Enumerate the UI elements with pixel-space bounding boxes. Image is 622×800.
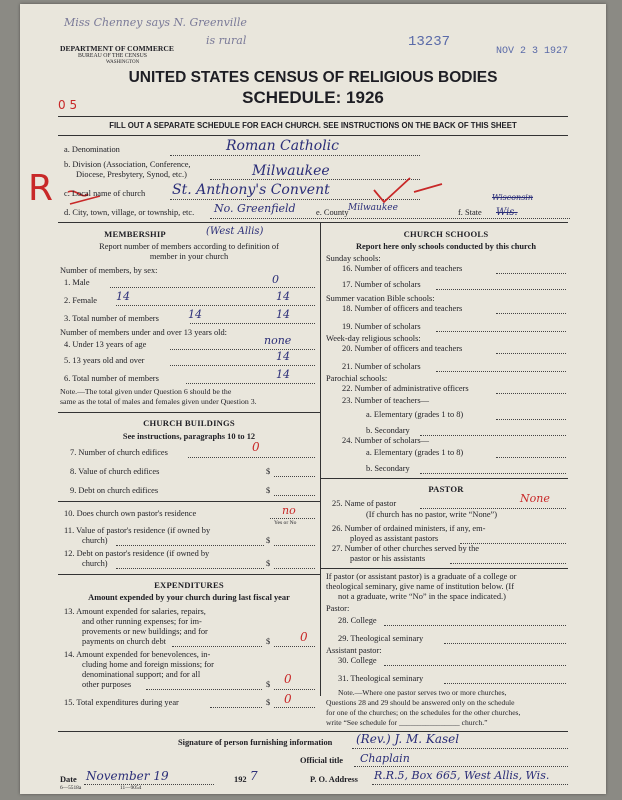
rule	[320, 478, 568, 479]
denomination-value: Roman Catholic	[226, 138, 339, 154]
q10-value: no	[282, 504, 296, 517]
fill-line	[274, 568, 315, 569]
fill-line	[372, 784, 568, 785]
local-name-value: St. Anthony's Convent	[172, 182, 330, 198]
q12-label-1: 12. Debt on pastor's residence (if owned by	[64, 549, 210, 558]
q20-label: 20. Number of officers and teachers	[342, 344, 463, 353]
q3-note: 14	[188, 308, 202, 321]
fill-line	[444, 643, 566, 644]
q13-dollar: $	[266, 637, 271, 646]
q24a-label: a. Elementary (grades 1 to 8)	[366, 448, 464, 457]
fill-line	[116, 545, 264, 546]
membership-note: (West Allis)	[206, 226, 264, 237]
q18-label: 18. Number of officers and teachers	[342, 304, 463, 313]
date-value: November 19	[86, 769, 169, 783]
q24-label: 24. Number of scholars—	[342, 436, 429, 445]
q3-label: 3. Total number of members	[64, 314, 159, 323]
schools-sub: Report here only schools conducted by this church	[356, 242, 536, 251]
division-value: Milwaukee	[252, 163, 330, 179]
q7-value: 0	[252, 440, 260, 454]
fill-line	[384, 665, 566, 666]
form-number: 6—5518a	[60, 785, 82, 791]
fill-line	[354, 766, 568, 767]
fill-line	[420, 473, 566, 474]
fill-line	[274, 646, 315, 647]
q5-label: 5. 13 years old and over	[64, 356, 145, 365]
fill-line	[210, 218, 570, 219]
fill-line	[190, 323, 315, 324]
address-value: R.R.5, Box 665, West Allis, Wis.	[374, 769, 550, 782]
date-label: Date	[60, 775, 77, 784]
pastor-label: Pastor:	[326, 604, 350, 613]
fill-line	[496, 457, 566, 458]
column-divider	[320, 222, 321, 696]
fill-line	[274, 689, 315, 690]
signature-value: (Rev.) J. M. Kasel	[356, 732, 460, 746]
fill-line	[84, 784, 214, 785]
q14-line-4: other purposes	[82, 680, 132, 689]
division-label-1: b. Division (Association, Conference,	[64, 160, 191, 169]
q12-label-2: church)	[82, 559, 108, 568]
q23-label: 23. Number of teachers—	[342, 396, 429, 405]
q29-label: 29. Theological seminary	[338, 634, 424, 643]
fill-line	[170, 349, 315, 350]
q11-label-2: church)	[82, 536, 108, 545]
q13-line-2: and other running expenses; for im-	[82, 617, 202, 626]
q17-label: 17. Number of scholars	[342, 280, 421, 289]
q14-dollar: $	[266, 680, 271, 689]
q12-dollar: $	[266, 559, 271, 568]
fill-line	[352, 748, 568, 749]
q31-label: 31. Theological seminary	[338, 674, 424, 683]
buildings-sub: See instructions, paragraphs 10 to 12	[122, 432, 256, 441]
fill-line	[188, 457, 315, 458]
county-label: e. County	[316, 208, 349, 217]
q1-label: 1. Male	[64, 278, 90, 287]
red-r-mark: R	[28, 168, 54, 209]
denomination-label: a. Denomination	[64, 145, 120, 154]
city-value: No. Greenfield	[214, 202, 296, 215]
yes-or-no-hint: Yes or No	[274, 520, 297, 526]
rule	[58, 135, 568, 136]
date-received-stamp: NOV 2 3 1927	[496, 46, 569, 57]
census-schedule-sheet	[20, 4, 606, 794]
q15-dollar: $	[266, 698, 271, 707]
fill-line	[274, 495, 315, 496]
q13-value: 0	[300, 630, 308, 644]
rule	[58, 731, 568, 732]
q28-label: 28. College	[338, 616, 377, 625]
fill-line	[172, 646, 262, 647]
q2-label: 2. Female	[64, 296, 98, 305]
q6-label: 6. Total number of members	[64, 374, 159, 383]
q11-dollar: $	[266, 536, 271, 545]
expenditures-sub: Amount expended by your church during last fiscal year	[88, 593, 290, 602]
vacation-schools-label: Summer vacation Bible schools:	[326, 294, 435, 303]
q27-label-1: 27. Number of other churches served by the	[332, 544, 479, 553]
fill-line	[420, 435, 566, 436]
fill-line	[116, 305, 315, 306]
q15-value: 0	[284, 692, 292, 706]
graduate-note-2: theological seminary, give name of institution below. (If	[326, 582, 514, 591]
fill-line	[496, 313, 566, 314]
city-label: d. City, town, village, or township, etc.	[64, 208, 195, 217]
fill-line	[436, 289, 566, 290]
weekday-schools-label: Week-day religious schools:	[326, 334, 421, 343]
membership-note-2: same as the total of males and females given under Question 3.	[60, 397, 257, 406]
fill-line	[210, 707, 262, 708]
q16-label: 16. Number of officers and teachers	[342, 264, 463, 273]
fill-line	[270, 518, 315, 519]
fill-line	[420, 508, 566, 509]
q8-label: 8. Value of church edifices	[70, 467, 160, 476]
q8-dollar: $	[266, 467, 271, 476]
q9-dollar: $	[266, 486, 271, 495]
q30-label: 30. College	[338, 656, 377, 665]
rule	[58, 222, 568, 223]
local-name-label: c. Local name of church	[64, 189, 146, 198]
fill-line	[110, 287, 315, 288]
title-value: Chaplain	[360, 752, 410, 765]
q10-label: 10. Does church own pastor's residence	[64, 509, 197, 518]
age-intro: Number of members under and over 13 years old:	[60, 328, 227, 337]
fill-line	[384, 625, 566, 626]
red-code: 0 5	[58, 98, 78, 112]
fill-line	[496, 419, 566, 420]
q9-label: 9. Debt on church edifices	[70, 486, 159, 495]
instruction-line: FILL OUT A SEPARATE SCHEDULE FOR EACH CHURCH. SEE INSTRUCTIONS ON THE BACK OF THIS SHEET	[109, 121, 517, 130]
signature-label: Signature of person furnishing information	[178, 738, 333, 747]
state-struck: Wis.	[496, 207, 518, 218]
q2-note: 14	[116, 290, 130, 303]
fill-line	[444, 683, 566, 684]
fill-line	[436, 371, 566, 372]
fill-line	[496, 393, 566, 394]
membership-intro-1: Report number of members according to definition of	[99, 242, 279, 251]
q14-line-2: cluding home and foreign missions; for	[82, 660, 214, 669]
q5-value: 14	[276, 350, 290, 363]
fill-line	[186, 383, 315, 384]
assistant-pastor-label: Assistant pastor:	[326, 646, 382, 655]
rule	[58, 116, 568, 117]
print-number: 11—9054	[120, 785, 142, 791]
county-value: Milwaukee	[348, 203, 398, 213]
q3-value: 14	[276, 308, 290, 321]
graduate-note-1: If pastor (or assistant pastor) is a graduate of a college or	[326, 572, 517, 581]
division-label-2: Diocese, Presbytery, Synod, etc.)	[76, 170, 187, 179]
fill-line	[496, 273, 566, 274]
q15-label: 15. Total expenditures during year	[64, 698, 179, 707]
q4-value: none	[264, 334, 292, 347]
q25-value: None	[520, 492, 550, 505]
fill-line	[170, 365, 315, 366]
fill-line	[116, 568, 264, 569]
q19-label: 19. Number of scholars	[342, 322, 421, 331]
q13-line-1: 13. Amount expended for salaries, repairs,	[64, 607, 206, 616]
pastor-note-3: for one of the churches; on the schedules for the other churches,	[326, 708, 521, 717]
pastor-note-4: write “See schedule for ________________ church.”	[326, 718, 488, 727]
q25-note: (If church has no pastor, write “None”)	[366, 510, 498, 519]
rule	[58, 501, 320, 502]
membership-intro-2: member in your church	[149, 252, 229, 261]
graduate-note-3: not a graduate, write “No” in the space indicated.)	[338, 592, 506, 601]
year-prefix: 192	[234, 775, 247, 784]
q22-label: 22. Number of administrative officers	[342, 384, 469, 393]
q26-label-2: ployed as assistant pastors	[350, 534, 439, 543]
bureau-name: BUREAU OF THE CENSUS	[78, 53, 147, 59]
q23b-label: b. Secondary	[366, 426, 410, 435]
fill-line	[436, 331, 566, 332]
q27-label-2: pastor or his assistants	[350, 554, 426, 563]
schedule-year: SCHEDULE: 1926	[242, 88, 384, 107]
q26-label-1: 26. Number of ordained ministers, if any, em-	[332, 524, 486, 533]
city-name: WASHINGTON	[106, 60, 140, 65]
fill-line	[274, 707, 315, 708]
buildings-heading: CHURCH BUILDINGS	[143, 418, 235, 428]
expenditures-heading: EXPENDITURES	[154, 580, 224, 590]
department-name: DEPARTMENT OF COMMERCE	[60, 44, 174, 53]
state-label: f. State	[458, 208, 482, 217]
fill-line	[170, 155, 420, 156]
pastor-note-2: Questions 28 and 29 should be answered only on the schedule	[326, 698, 515, 707]
q21-label: 21. Number of scholars	[342, 362, 421, 371]
q14-line-3: denominational support; and for all	[82, 670, 201, 679]
q6-value: 14	[276, 368, 290, 381]
fill-line	[274, 545, 315, 546]
membership-note-1: Note.—The total given under Question 6 should be the	[60, 387, 232, 396]
membership-heading: MEMBERSHIP	[104, 229, 166, 239]
q4-label: 4. Under 13 years of age	[64, 340, 147, 349]
title-label: Official title	[300, 756, 344, 765]
state-value: Wisconsin	[492, 193, 534, 202]
pencil-note: Miss Chenney says N. Greenville	[64, 16, 247, 29]
q13-line-4: payments on church debt	[82, 637, 166, 646]
members-by-sex-label: Number of members, by sex:	[60, 266, 158, 275]
pencil-note-2: is rural	[206, 34, 247, 47]
address-label: P. O. Address	[310, 775, 358, 784]
rule	[320, 568, 568, 569]
fill-line	[496, 353, 566, 354]
fill-line	[450, 563, 566, 564]
pastor-heading: PASTOR	[428, 484, 464, 494]
q7-label: 7. Number of church edifices	[70, 448, 168, 457]
pastor-note-1: Note.—Where one pastor serves two or more churches,	[338, 688, 507, 697]
year-value: 7	[250, 769, 258, 783]
sunday-schools-label: Sunday schools:	[326, 254, 381, 263]
q13-line-3: provements or new buildings; and for	[82, 627, 208, 636]
q11-label-1: 11. Value of pastor's residence (if owned by	[64, 526, 211, 535]
q2-value: 14	[276, 290, 290, 303]
q1-value: 0	[272, 273, 279, 286]
form-title: UNITED STATES CENSUS OF RELIGIOUS BODIES	[128, 69, 498, 86]
q23a-label: a. Elementary (grades 1 to 8)	[366, 410, 464, 419]
q24b-label: b. Secondary	[366, 464, 410, 473]
rule	[58, 574, 320, 575]
fill-line	[274, 476, 315, 477]
rule	[58, 412, 320, 413]
q25-label: 25. Name of pastor	[332, 499, 397, 508]
q14-value: 0	[284, 672, 292, 686]
q14-line-1: 14. Amount expended for benevolences, in-	[64, 650, 211, 659]
fill-line	[146, 689, 262, 690]
schools-heading: CHURCH SCHOOLS	[403, 229, 489, 239]
parochial-schools-label: Parochial schools:	[326, 374, 388, 383]
file-number-stamp: 13237	[408, 34, 451, 50]
